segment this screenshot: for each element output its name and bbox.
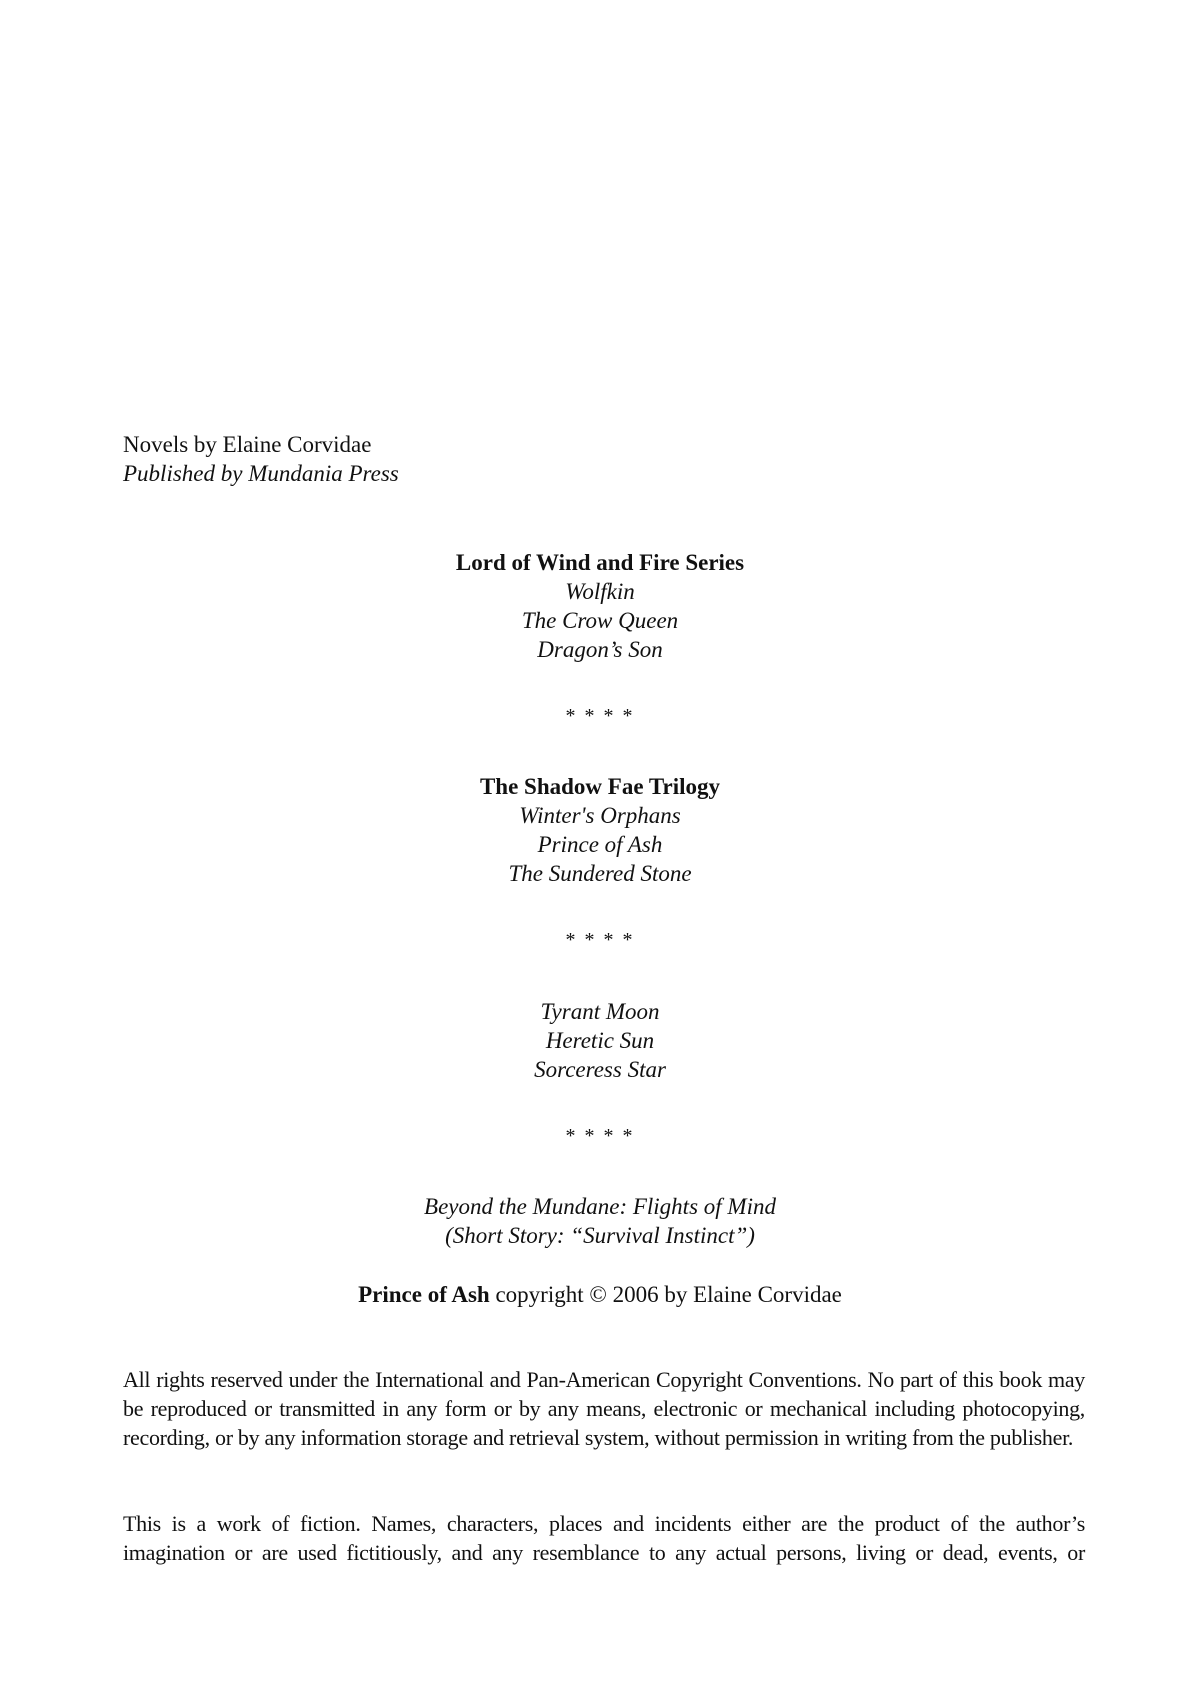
series-lord-of-wind-and-fire: [0, 548, 1200, 664]
publisher-header: [123, 430, 399, 488]
book-title: Sorceress Star: [534, 1057, 666, 1082]
book-title: Heretic Sun: [545, 1028, 655, 1053]
copyright-book-title: Prince of Ash: [358, 1282, 490, 1307]
series-title: Lord of Wind and Fire Series: [455, 550, 745, 575]
book-title: The Sundered Stone: [508, 861, 692, 886]
fiction-disclaimer-paragraph: This is a work of fiction. Names, characters, places and incidents either are the product of the author’s imagination or are used fictitiously, and any resemblance to any actual persons, living or dead, events, or: [123, 1511, 1085, 1565]
series-shadow-fae-trilogy: [0, 772, 1200, 888]
copyright-notice: [0, 1280, 1200, 1309]
published-by-line: Published by Mundania Press: [123, 461, 399, 486]
book-title: Winter's Orphans: [519, 803, 681, 828]
book-title: Wolfkin: [565, 579, 635, 604]
section-separator: * * * *: [565, 929, 635, 951]
anthology-title: Beyond the Mundane: Flights of Mind: [424, 1194, 776, 1219]
anthology-entry: [0, 1192, 1200, 1250]
section-separator: * * * *: [565, 1125, 635, 1147]
series-title: The Shadow Fae Trilogy: [479, 774, 721, 799]
rights-paragraph: All rights reserved under the International and Pan-American Copyright Conventions. No part of this book may be reproduced or transmitted in any form or by any means, electronic or mechanical including photocopying, recording, or by any information storage and retrieval system, without permission in writing from the publisher.: [123, 1367, 1085, 1450]
section-separator: * * * *: [565, 705, 635, 727]
book-title: Dragon’s Son: [537, 637, 663, 662]
copyright-text: copyright © 2006 by Elaine Corvidae: [495, 1282, 842, 1307]
book-title: Tyrant Moon: [540, 999, 660, 1024]
anthology-note: (Short Story: “Survival Instinct”): [445, 1223, 755, 1248]
book-title: Prince of Ash: [537, 832, 663, 857]
series-tyrant-moon: [0, 997, 1200, 1084]
novels-by-line: Novels by Elaine Corvidae: [123, 432, 372, 457]
book-title: The Crow Queen: [521, 608, 679, 633]
